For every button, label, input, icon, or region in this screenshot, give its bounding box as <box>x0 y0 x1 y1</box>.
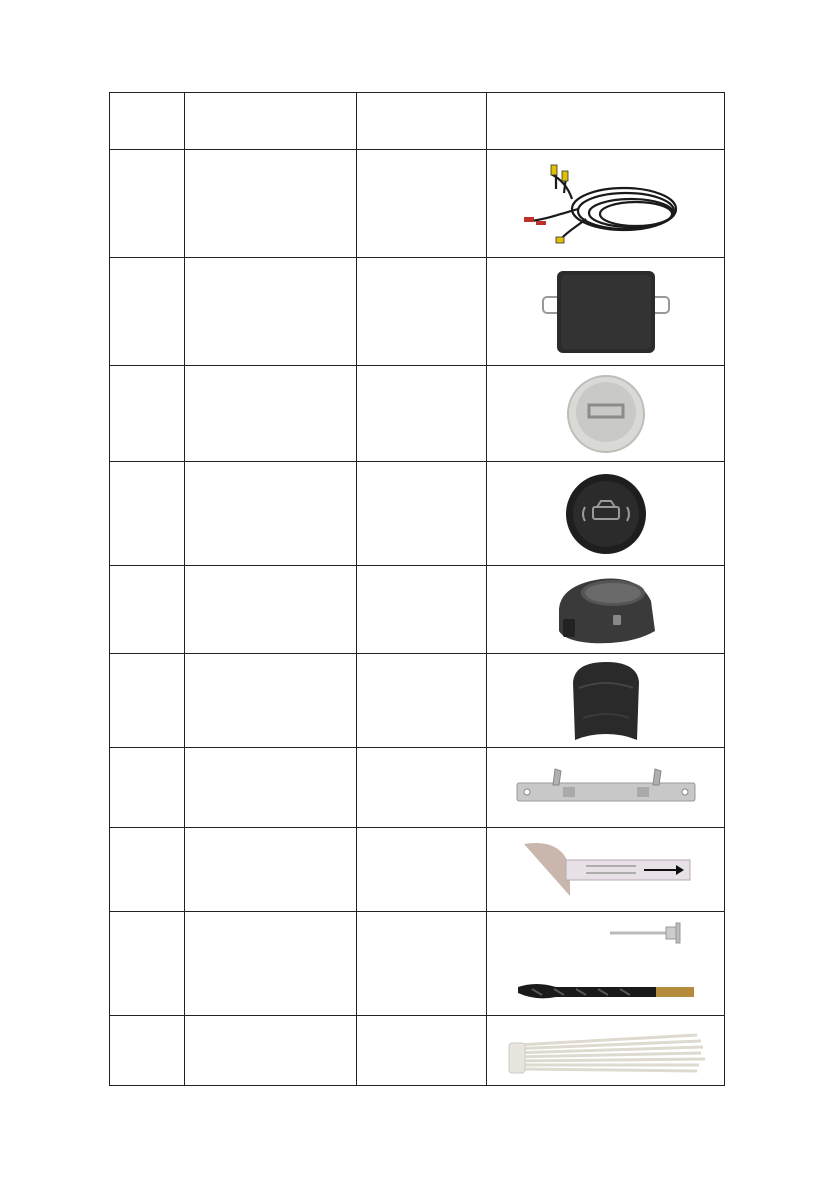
table-cell <box>185 150 357 258</box>
table-cell <box>357 828 487 912</box>
indicator-button-icon <box>561 469 651 559</box>
wiring-harness-icon <box>506 159 706 249</box>
table-cell <box>110 828 185 912</box>
header-cell <box>185 93 357 150</box>
parts-table <box>109 92 725 1086</box>
table-cell-image <box>487 748 725 828</box>
rivet-and-drill-bit-icon <box>506 917 706 1011</box>
table-cell <box>185 462 357 566</box>
table-cell <box>110 150 185 258</box>
table-cell <box>185 828 357 912</box>
table-cell <box>185 258 357 366</box>
table-cell <box>357 366 487 462</box>
table-cell <box>110 654 185 748</box>
table-cell-image <box>487 1016 725 1086</box>
table-cell <box>110 462 185 566</box>
table-cell <box>110 366 185 462</box>
table-cell-image <box>487 258 725 366</box>
table-cell <box>110 1016 185 1086</box>
table-row <box>110 258 725 366</box>
header-cell <box>110 93 185 150</box>
table-cell-image <box>487 912 725 1016</box>
table-cell <box>185 654 357 748</box>
table-row <box>110 150 725 258</box>
control-unit-box-icon <box>541 267 671 357</box>
mounting-bracket-icon <box>513 763 699 813</box>
table-cell <box>185 366 357 462</box>
table-header-row <box>110 93 725 150</box>
table-cell <box>185 748 357 828</box>
table-cell <box>110 748 185 828</box>
table-row <box>110 748 725 828</box>
header-cell <box>487 93 725 150</box>
table-cell-image <box>487 366 725 462</box>
table-row <box>110 828 725 912</box>
table-row <box>110 566 725 654</box>
table-row <box>110 654 725 748</box>
table-cell-image <box>487 654 725 748</box>
table-cell <box>357 258 487 366</box>
speaker-cup-icon <box>561 372 651 456</box>
table-cell <box>357 150 487 258</box>
table-cell <box>357 462 487 566</box>
table-cell-image <box>487 828 725 912</box>
table-cell <box>110 566 185 654</box>
table-cell <box>110 258 185 366</box>
table-cell <box>185 1016 357 1086</box>
buzzer-display-icon <box>551 571 661 649</box>
table-cell-image <box>487 566 725 654</box>
table-cell <box>110 912 185 1016</box>
table-row <box>110 912 725 1016</box>
table-cell-image <box>487 462 725 566</box>
table-cell <box>357 912 487 1016</box>
table-row <box>110 1016 725 1086</box>
angle-template-icon <box>516 838 696 902</box>
table-cell <box>357 1016 487 1086</box>
table-row <box>110 366 725 462</box>
table-cell <box>357 748 487 828</box>
table-row <box>110 462 725 566</box>
sensor-cover-icon <box>563 658 649 744</box>
header-cell <box>357 93 487 150</box>
table-cell <box>357 654 487 748</box>
table-cell-image <box>487 150 725 258</box>
table-cell <box>357 566 487 654</box>
cable-ties-icon <box>501 1023 711 1079</box>
table-cell <box>185 912 357 1016</box>
table-cell <box>185 566 357 654</box>
